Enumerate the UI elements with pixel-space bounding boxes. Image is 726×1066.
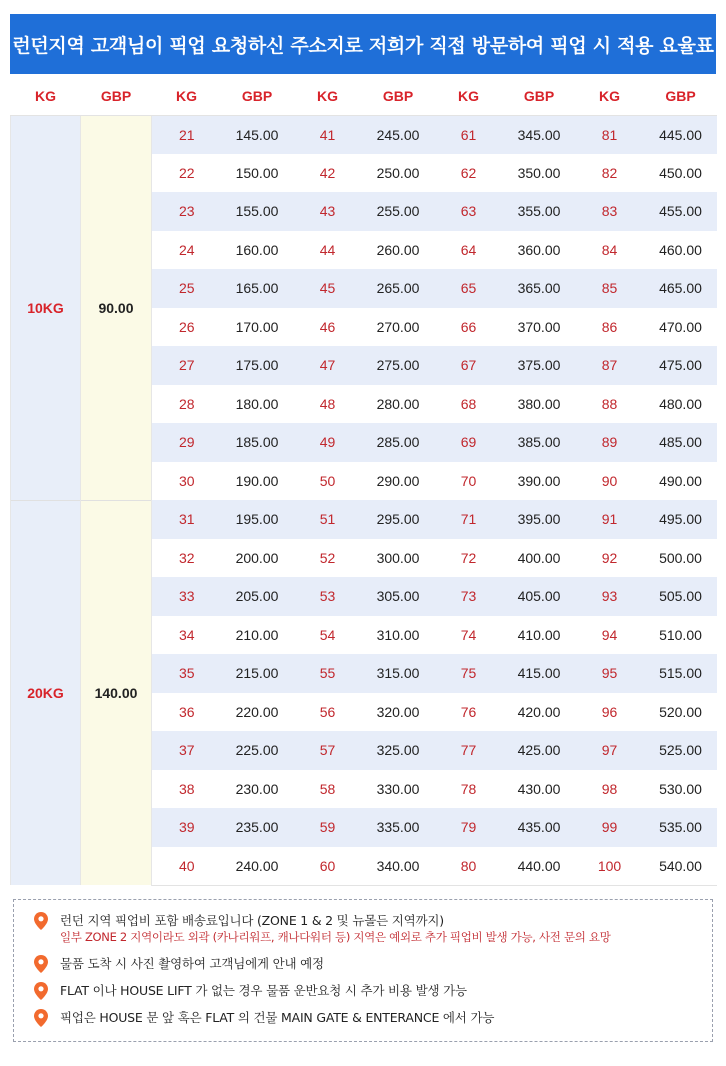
weight-cell: 36: [152, 693, 222, 732]
price-cell: 415.00: [504, 654, 575, 693]
price-cell: 505.00: [645, 577, 717, 616]
price-cell: 380.00: [504, 385, 575, 424]
price-cell: 235.00: [222, 808, 293, 847]
weight-cell: 54: [293, 616, 363, 655]
base-price: 140.00: [81, 500, 152, 885]
price-cell: 255.00: [363, 192, 434, 231]
notes-box: [13, 899, 713, 1042]
price-cell: 425.00: [504, 731, 575, 770]
weight-cell: 40: [152, 847, 222, 886]
weight-cell: 51: [293, 500, 363, 539]
weight-cell: 66: [434, 308, 504, 347]
weight-cell: 89: [575, 423, 645, 462]
weight-cell: 33: [152, 577, 222, 616]
price-cell: 280.00: [363, 385, 434, 424]
note-item: [34, 982, 712, 1000]
price-cell: 490.00: [645, 462, 717, 501]
weight-cell: 25: [152, 269, 222, 308]
weight-cell: 94: [575, 616, 645, 655]
weight-cell: 55: [293, 654, 363, 693]
price-cell: 315.00: [363, 654, 434, 693]
price-cell: 325.00: [363, 731, 434, 770]
weight-cell: 71: [434, 500, 504, 539]
weight-cell: 79: [434, 808, 504, 847]
weight-cell: 69: [434, 423, 504, 462]
weight-cell: 73: [434, 577, 504, 616]
weight-cell: 84: [575, 231, 645, 270]
page-title: 런던지역 고객님이 픽업 요청하신 주소지로 저희가 직접 방문하여 픽업 시 적용 요율표: [10, 14, 716, 74]
weight-cell: 53: [293, 577, 363, 616]
header-gbp: GBP: [222, 78, 293, 115]
weight-cell: 95: [575, 654, 645, 693]
price-cell: 435.00: [504, 808, 575, 847]
weight-cell: 37: [152, 731, 222, 770]
header-kg: KG: [293, 78, 363, 115]
price-cell: 340.00: [363, 847, 434, 886]
price-cell: 335.00: [363, 808, 434, 847]
weight-cell: 82: [575, 154, 645, 193]
weight-cell: 29: [152, 423, 222, 462]
price-cell: 350.00: [504, 154, 575, 193]
header-kg: KG: [575, 78, 645, 115]
weight-cell: 45: [293, 269, 363, 308]
weight-cell: 68: [434, 385, 504, 424]
price-cell: 180.00: [222, 385, 293, 424]
weight-cell: 96: [575, 693, 645, 732]
weight-cell: 38: [152, 770, 222, 809]
price-cell: 405.00: [504, 577, 575, 616]
price-cell: 150.00: [222, 154, 293, 193]
weight-cell: 64: [434, 231, 504, 270]
note-text: 런던 지역 픽업비 포함 배송료입니다 (ZONE 1 & 2 및 뉴몰든 지역까지): [60, 913, 444, 928]
weight-cell: 93: [575, 577, 645, 616]
weight-cell: 85: [575, 269, 645, 308]
weight-cell: 34: [152, 616, 222, 655]
weight-cell: 42: [293, 154, 363, 193]
price-cell: 465.00: [645, 269, 717, 308]
weight-cell: 28: [152, 385, 222, 424]
header-kg: KG: [11, 78, 81, 115]
price-cell: 500.00: [645, 539, 717, 578]
price-cell: 395.00: [504, 500, 575, 539]
price-cell: 520.00: [645, 693, 717, 732]
price-cell: 200.00: [222, 539, 293, 578]
price-cell: 220.00: [222, 693, 293, 732]
price-cell: 390.00: [504, 462, 575, 501]
rate-table: [10, 78, 717, 886]
price-cell: 375.00: [504, 346, 575, 385]
weight-cell: 49: [293, 423, 363, 462]
price-cell: 475.00: [645, 346, 717, 385]
price-cell: 190.00: [222, 462, 293, 501]
weight-cell: 21: [152, 115, 222, 154]
price-cell: 160.00: [222, 231, 293, 270]
header-gbp: GBP: [363, 78, 434, 115]
weight-cell: 27: [152, 346, 222, 385]
note-text: 물품 도착 시 사진 촬영하여 고객님에게 안내 예정: [60, 956, 324, 971]
weight-cell: 23: [152, 192, 222, 231]
price-cell: 270.00: [363, 308, 434, 347]
table-row: [11, 115, 717, 154]
weight-cell: 56: [293, 693, 363, 732]
weight-cell: 39: [152, 808, 222, 847]
price-cell: 530.00: [645, 770, 717, 809]
price-cell: 175.00: [222, 346, 293, 385]
weight-cell: 65: [434, 269, 504, 308]
weight-cell: 100: [575, 847, 645, 886]
price-cell: 155.00: [222, 192, 293, 231]
price-cell: 345.00: [504, 115, 575, 154]
price-cell: 365.00: [504, 269, 575, 308]
price-cell: 485.00: [645, 423, 717, 462]
weight-cell: 99: [575, 808, 645, 847]
price-cell: 165.00: [222, 269, 293, 308]
weight-cell: 35: [152, 654, 222, 693]
price-cell: 295.00: [363, 500, 434, 539]
weight-cell: 47: [293, 346, 363, 385]
price-cell: 385.00: [504, 423, 575, 462]
price-cell: 215.00: [222, 654, 293, 693]
weight-cell: 80: [434, 847, 504, 886]
weight-cell: 92: [575, 539, 645, 578]
location-pin-icon: [34, 912, 48, 930]
weight-cell: 30: [152, 462, 222, 501]
weight-cell: 52: [293, 539, 363, 578]
weight-cell: 86: [575, 308, 645, 347]
price-cell: 145.00: [222, 115, 293, 154]
weight-cell: 57: [293, 731, 363, 770]
price-cell: 320.00: [363, 693, 434, 732]
price-cell: 510.00: [645, 616, 717, 655]
price-cell: 455.00: [645, 192, 717, 231]
price-cell: 495.00: [645, 500, 717, 539]
location-pin-icon: [34, 1009, 48, 1027]
price-cell: 400.00: [504, 539, 575, 578]
weight-cell: 97: [575, 731, 645, 770]
header-gbp: GBP: [504, 78, 575, 115]
weight-cell: 75: [434, 654, 504, 693]
price-cell: 210.00: [222, 616, 293, 655]
price-cell: 445.00: [645, 115, 717, 154]
weight-cell: 48: [293, 385, 363, 424]
price-cell: 205.00: [222, 577, 293, 616]
weight-cell: 72: [434, 539, 504, 578]
header-gbp: GBP: [81, 78, 152, 115]
weight-cell: 43: [293, 192, 363, 231]
header-kg: KG: [434, 78, 504, 115]
weight-cell: 81: [575, 115, 645, 154]
price-cell: 265.00: [363, 269, 434, 308]
weight-cell: 90: [575, 462, 645, 501]
price-cell: 185.00: [222, 423, 293, 462]
weight-cell: 59: [293, 808, 363, 847]
weight-cell: 91: [575, 500, 645, 539]
price-cell: 260.00: [363, 231, 434, 270]
price-cell: 285.00: [363, 423, 434, 462]
price-cell: 245.00: [363, 115, 434, 154]
price-cell: 275.00: [363, 346, 434, 385]
weight-cell: 61: [434, 115, 504, 154]
weight-cell: 22: [152, 154, 222, 193]
price-cell: 480.00: [645, 385, 717, 424]
price-cell: 535.00: [645, 808, 717, 847]
price-cell: 370.00: [504, 308, 575, 347]
price-cell: 540.00: [645, 847, 717, 886]
weight-cell: 46: [293, 308, 363, 347]
header-gbp: GBP: [645, 78, 717, 115]
weight-cell: 78: [434, 770, 504, 809]
base-weight: 10KG: [11, 115, 81, 500]
price-cell: 310.00: [363, 616, 434, 655]
note-text: 픽업은 HOUSE 문 앞 혹은 FLAT 의 건물 MAIN GATE & ENTERANCE 에서 가능: [60, 1010, 495, 1025]
price-cell: 250.00: [363, 154, 434, 193]
location-pin-icon: [34, 955, 48, 973]
weight-cell: 31: [152, 500, 222, 539]
price-cell: 440.00: [504, 847, 575, 886]
location-pin-icon: [34, 982, 48, 1000]
price-cell: 360.00: [504, 231, 575, 270]
table-header-row: [11, 78, 717, 115]
price-cell: 420.00: [504, 693, 575, 732]
price-cell: 330.00: [363, 770, 434, 809]
weight-cell: 50: [293, 462, 363, 501]
weight-cell: 87: [575, 346, 645, 385]
weight-cell: 41: [293, 115, 363, 154]
header-kg: KG: [152, 78, 222, 115]
weight-cell: 76: [434, 693, 504, 732]
price-cell: 430.00: [504, 770, 575, 809]
price-cell: 305.00: [363, 577, 434, 616]
base-weight: 20KG: [11, 500, 81, 885]
weight-cell: 60: [293, 847, 363, 886]
base-price: 90.00: [81, 115, 152, 500]
price-cell: 170.00: [222, 308, 293, 347]
weight-cell: 63: [434, 192, 504, 231]
price-cell: 230.00: [222, 770, 293, 809]
price-cell: 195.00: [222, 500, 293, 539]
note-item: [34, 955, 712, 973]
price-cell: 515.00: [645, 654, 717, 693]
price-cell: 410.00: [504, 616, 575, 655]
price-cell: 460.00: [645, 231, 717, 270]
weight-cell: 77: [434, 731, 504, 770]
weight-cell: 44: [293, 231, 363, 270]
weight-cell: 74: [434, 616, 504, 655]
weight-cell: 98: [575, 770, 645, 809]
price-cell: 355.00: [504, 192, 575, 231]
note-subtext: 일부 ZONE 2 지역이라도 외곽 (카나리워프, 캐나다워터 등) 지역은 예외로 추가 픽업비 발생 가능, 사전 문의 요망: [60, 930, 611, 944]
note-text: FLAT 이나 HOUSE LIFT 가 없는 경우 물품 운반요청 시 추가 비용 발생 가능: [60, 983, 467, 998]
price-cell: 240.00: [222, 847, 293, 886]
weight-cell: 58: [293, 770, 363, 809]
weight-cell: 62: [434, 154, 504, 193]
note-item: [34, 912, 712, 946]
price-cell: 225.00: [222, 731, 293, 770]
price-cell: 290.00: [363, 462, 434, 501]
note-item: [34, 1009, 712, 1027]
price-cell: 450.00: [645, 154, 717, 193]
weight-cell: 67: [434, 346, 504, 385]
weight-cell: 70: [434, 462, 504, 501]
weight-cell: 88: [575, 385, 645, 424]
weight-cell: 26: [152, 308, 222, 347]
weight-cell: 83: [575, 192, 645, 231]
price-cell: 300.00: [363, 539, 434, 578]
price-cell: 525.00: [645, 731, 717, 770]
table-row: [11, 500, 717, 539]
price-cell: 470.00: [645, 308, 717, 347]
weight-cell: 24: [152, 231, 222, 270]
weight-cell: 32: [152, 539, 222, 578]
